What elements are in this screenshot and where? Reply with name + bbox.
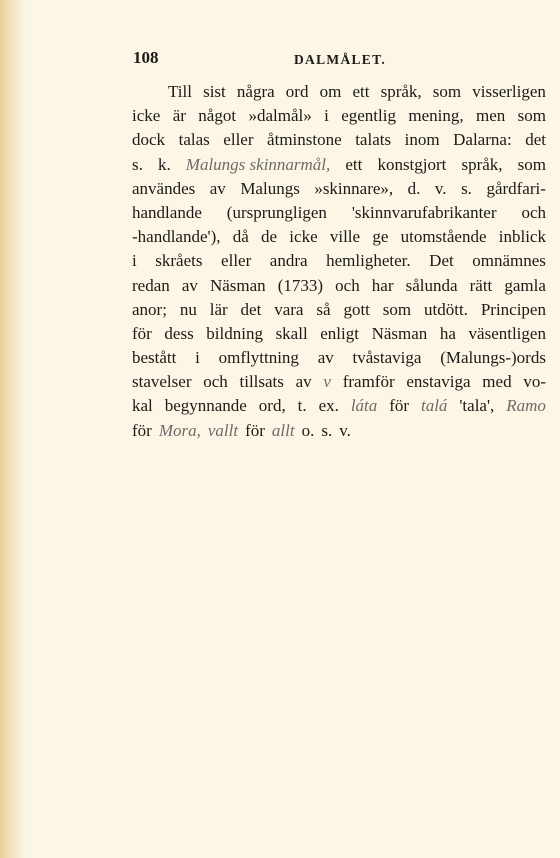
word: láta xyxy=(350,396,378,416)
body-paragraph xyxy=(132,80,546,443)
word: utomstående xyxy=(400,227,487,247)
word: enstaviga xyxy=(406,372,471,392)
word: som xyxy=(432,82,462,101)
word: t. xyxy=(297,396,307,416)
word: vo- xyxy=(523,372,546,392)
word: andra xyxy=(269,251,308,271)
word: ville xyxy=(329,227,361,247)
word: bildning xyxy=(206,323,263,343)
word: ett xyxy=(345,154,363,174)
word: Näsman xyxy=(371,323,428,343)
word: väsentligen xyxy=(468,323,546,343)
word: utdött. xyxy=(424,299,468,319)
word: och xyxy=(203,372,228,392)
word: några xyxy=(236,82,275,101)
word: d. xyxy=(407,178,421,198)
word: då xyxy=(232,227,249,247)
word: eller xyxy=(221,251,252,271)
text-line xyxy=(132,322,546,346)
text-line xyxy=(132,298,546,322)
text-line xyxy=(132,249,546,273)
word: »dalmål» xyxy=(248,106,312,126)
word: talá xyxy=(420,396,448,416)
word: Näsman xyxy=(209,275,266,295)
text-line xyxy=(132,370,546,394)
word: om xyxy=(319,82,342,101)
word: ge xyxy=(372,227,389,247)
word: lär xyxy=(209,299,228,319)
text-line xyxy=(132,177,546,201)
word: 'skinnvarufabrikanter xyxy=(351,202,497,222)
text-line xyxy=(132,128,546,152)
word: med xyxy=(482,372,512,392)
word: talats xyxy=(355,130,392,150)
word: språk, xyxy=(380,82,422,101)
word: redan xyxy=(132,275,170,295)
word: ett xyxy=(352,82,370,101)
word: gott xyxy=(343,299,370,319)
word: Ramo xyxy=(506,396,546,416)
text-line xyxy=(132,346,546,370)
word: »skinnare», xyxy=(314,178,394,198)
word: ha xyxy=(439,323,456,343)
word: handlande xyxy=(132,202,202,222)
word: omflyttning xyxy=(218,348,299,368)
word: för xyxy=(389,396,410,416)
word: för xyxy=(132,420,152,440)
word: begynnande xyxy=(164,396,247,416)
word: inom xyxy=(404,130,440,150)
word: för xyxy=(245,420,265,440)
word: i xyxy=(195,348,200,368)
word: Dalarna: xyxy=(453,130,512,150)
word: v. xyxy=(434,178,447,198)
word: dess xyxy=(164,323,194,343)
word: av xyxy=(209,178,226,198)
word: och xyxy=(521,202,546,222)
word: -handlande'), xyxy=(132,227,221,247)
running-title: DALMÅLET. xyxy=(294,52,387,67)
word: stavelser xyxy=(132,372,192,392)
word: som xyxy=(517,106,546,126)
word: Till xyxy=(168,82,192,101)
word: o. xyxy=(301,420,315,440)
text-line xyxy=(132,80,546,104)
word: tvåstaviga xyxy=(352,348,422,368)
word: Principen xyxy=(480,299,546,319)
word: skall xyxy=(275,323,308,343)
word: talas xyxy=(178,130,210,150)
word: icke xyxy=(132,106,161,126)
word: något xyxy=(198,106,237,126)
word: det xyxy=(525,130,546,150)
word: (ursprungligen xyxy=(226,202,327,222)
word: kal xyxy=(132,396,153,416)
word: språk, xyxy=(461,154,503,174)
word: för xyxy=(132,323,152,343)
word: allt xyxy=(271,420,295,440)
word: omnämnes xyxy=(472,251,546,271)
word: s. xyxy=(321,420,333,440)
word: Malungs xyxy=(240,178,300,198)
word: s. xyxy=(132,154,143,174)
word: av xyxy=(181,275,198,295)
word: åtminstone xyxy=(267,130,342,150)
word: och xyxy=(335,275,360,295)
word: så xyxy=(316,299,331,319)
word: rätt xyxy=(469,275,493,295)
text-line xyxy=(132,104,546,128)
word: ord, xyxy=(258,396,286,416)
word: (Malungs-)ords xyxy=(440,348,546,368)
word: bestått xyxy=(132,348,177,368)
word: nu xyxy=(179,299,197,319)
word: inblick xyxy=(498,227,546,247)
word: konstgjort xyxy=(377,154,447,174)
word: hemligheter. xyxy=(326,251,411,271)
text-line xyxy=(132,201,546,225)
word: (1733) xyxy=(277,275,324,295)
text-line xyxy=(132,225,546,249)
word: dock xyxy=(132,130,166,150)
word: k. xyxy=(157,154,171,174)
word: sålunda xyxy=(405,275,458,295)
word: ord xyxy=(285,82,309,101)
word: av xyxy=(317,348,334,368)
word: Det xyxy=(429,251,454,271)
word: som xyxy=(517,154,546,174)
word: av xyxy=(295,372,312,392)
word: vallt xyxy=(207,420,239,440)
word: mening, xyxy=(408,106,464,126)
word: visserligen xyxy=(472,82,546,101)
text-line xyxy=(132,153,546,177)
word: tillsats xyxy=(239,372,284,392)
word: Mora, xyxy=(158,420,201,440)
page-number: 108 xyxy=(133,48,159,67)
page-header xyxy=(0,46,560,70)
word: det xyxy=(240,299,262,319)
word: framför xyxy=(342,372,395,392)
word: användes xyxy=(132,178,196,198)
word: som xyxy=(382,299,412,319)
word: gamla xyxy=(504,275,546,295)
word: vara xyxy=(274,299,304,319)
text-line xyxy=(132,419,546,443)
text-line xyxy=(132,394,546,418)
word: gårdfari- xyxy=(486,178,546,198)
word: men xyxy=(475,106,506,126)
word: s. xyxy=(461,178,472,198)
word: ex. xyxy=(318,396,339,416)
word: i xyxy=(324,106,329,126)
word: v xyxy=(323,372,331,392)
word: sist xyxy=(203,82,226,101)
word: har xyxy=(371,275,394,295)
page-binding-edge xyxy=(0,0,26,858)
word: enligt xyxy=(320,323,359,343)
word: icke xyxy=(289,227,318,247)
word: anor; xyxy=(132,299,167,319)
word: v. xyxy=(339,420,351,440)
word: eller xyxy=(223,130,254,150)
word: i xyxy=(132,251,137,271)
word: Malungs skinnarmål, xyxy=(185,154,331,174)
word: är xyxy=(172,106,186,126)
word: 'tala', xyxy=(459,396,495,416)
word: skråets xyxy=(155,251,203,271)
text-line xyxy=(132,274,546,298)
word: de xyxy=(261,227,278,247)
word: egentlig xyxy=(341,106,396,126)
